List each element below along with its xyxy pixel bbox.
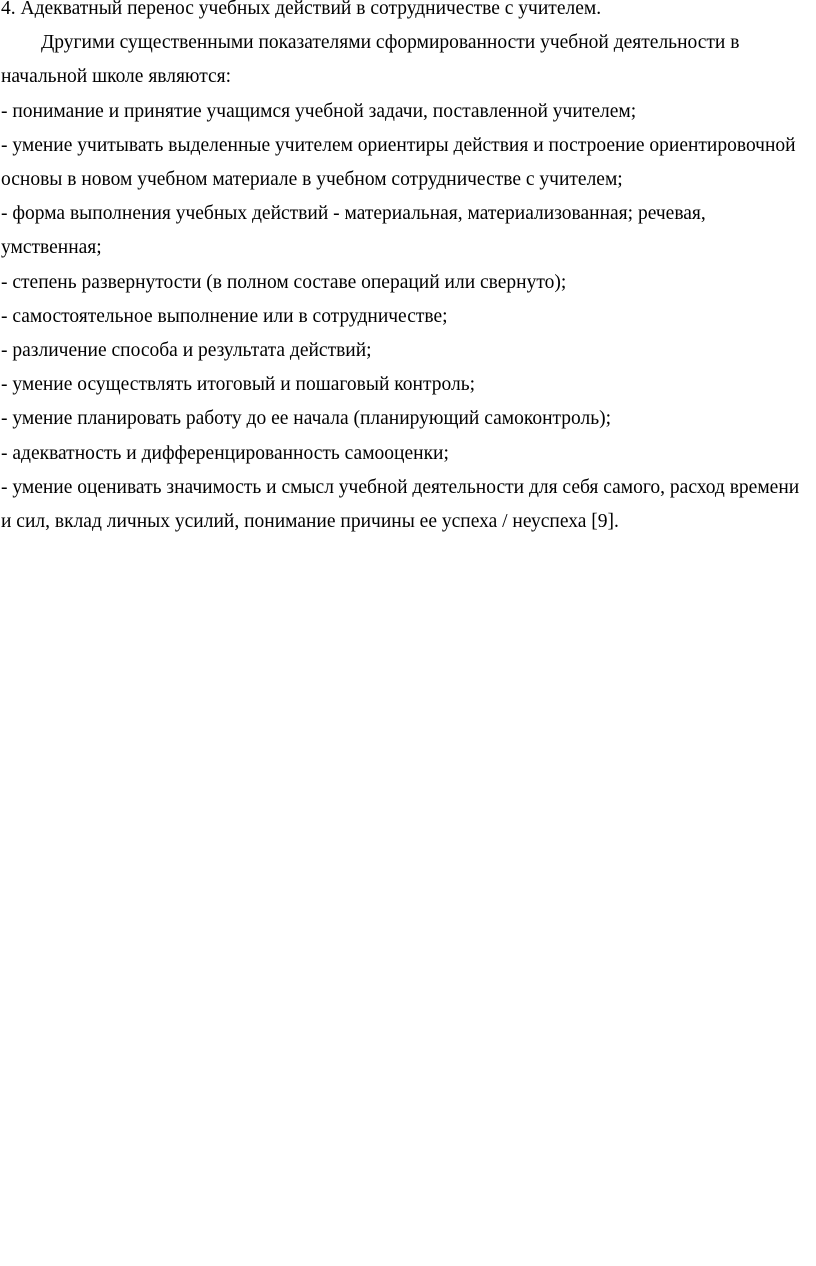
- list-item: - адекватность и дифференцированность самооценки;: [1, 442, 449, 464]
- list-item: - понимание и принятие учащимся учебной задачи, поставленной учителем;: [1, 100, 637, 122]
- list-item: - умение учитывать выделенные учителем ориентиры действия и построение ориентировочной основы в новом учебном материале в учебном сотрудничестве с учителем;: [1, 134, 796, 191]
- list-item: - умение планировать работу до ее начала (планирующий самоконтроль);: [1, 408, 612, 430]
- list-item: - умение оценивать значимость и смысл учебной деятельности для себя самого, расход времени и сил, вклад личных усилий, понимание причины ее успеха / неуспеха [9].: [1, 476, 800, 533]
- list-item: - самостоятельное выполнение или в сотрудничестве;: [1, 305, 448, 327]
- list-item: - умение осуществлять итоговый и пошаговый контроль;: [1, 374, 476, 396]
- paragraph-intro: Другими существенными показателями сформированности учебной деятельности в начальной школе являются:: [1, 32, 740, 88]
- list-item: - форма выполнения учебных действий - материальная, материализованная; речевая, умственная;: [1, 203, 706, 259]
- list-item: - различение способа и результата действий;: [1, 340, 372, 362]
- paragraph-item-4: 4. Адекватный перенос учебных действий в сотрудничестве с учителем.: [1, 0, 602, 19]
- list-item: - степень развернутости (в полном составе операций или свернуто);: [1, 271, 567, 293]
- document-body: [1, 0, 810, 539]
